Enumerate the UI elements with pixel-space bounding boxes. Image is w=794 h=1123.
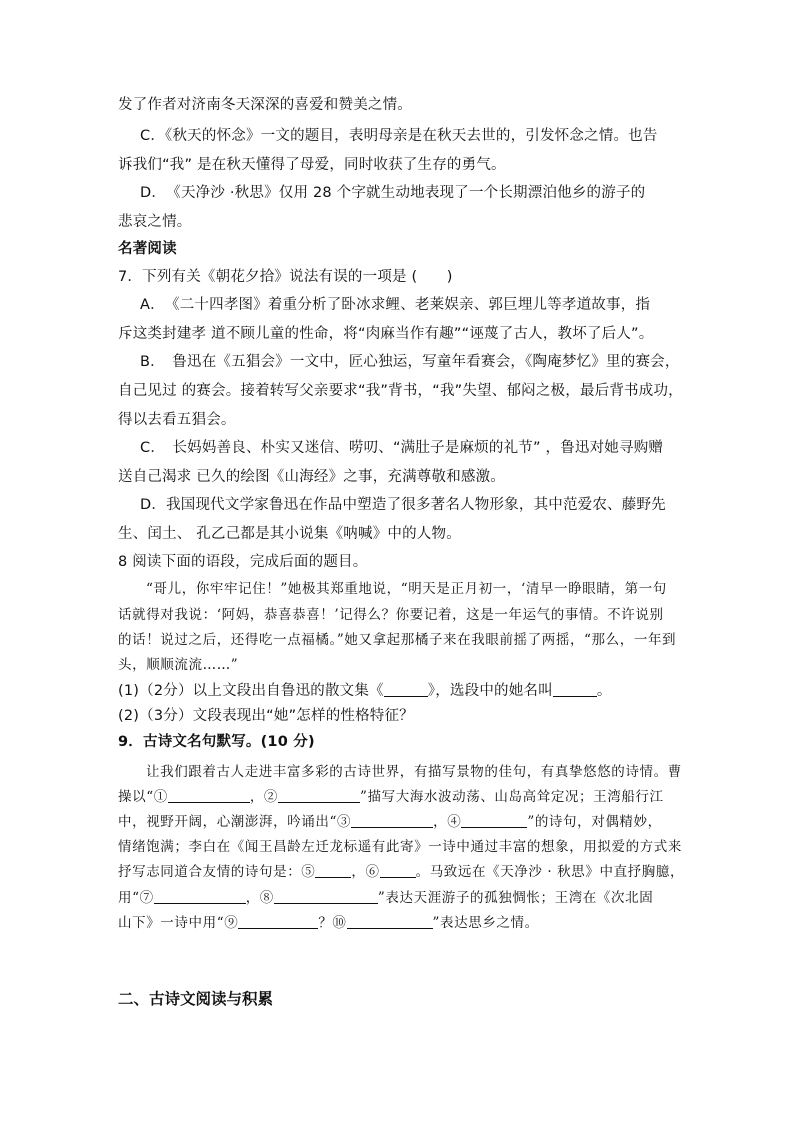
poem-paragraph-line: 情绪饱满；李白在《闻王昌龄左迁龙标遥有此寄》一诗中通过丰富的想象，用拟爱的方式来 [118, 839, 682, 855]
poem-paragraph-line: 让我们跟着古人走进丰富多彩的古诗世界，有描写景物的佳句，有真挚悠悠的诗情。曹 [146, 764, 682, 780]
section-heading: 二、古诗文阅读与积累 [118, 990, 274, 1008]
answer-blank-5[interactable] [315, 863, 351, 878]
option-d-text: D．我国现代文学家鲁迅在作品中塑造了很多著名人物形象，其中范爱农、藤野先 [140, 497, 666, 513]
answer-blank-collection[interactable] [384, 682, 428, 697]
sub1-prefix: (1)（2分）以上文段出自鲁迅的散文集《 [118, 683, 384, 699]
sub1-middle: 》，选段中的她名叫 [427, 683, 553, 699]
text-line: 自己见过 的赛会。接着转写父亲要求“我”背书，“我”失望、郁闷之极，最后背书成功， [118, 383, 683, 399]
poem-paragraph-line: 抒写志同道合友情的诗句是：⑤ ，⑥ 。马致远在《天净沙 · 秋思》中直抒胸臆， [118, 864, 685, 880]
answer-blank-9[interactable] [238, 914, 318, 929]
answer-blank-3[interactable] [351, 813, 433, 828]
question-8-sub1: (1)（2分）以上文段出自鲁迅的散文集《 》，选段中的她名叫 。 [118, 683, 612, 699]
option-c-text: C． 长妈妈善良、朴实又迷信、唠叨、“满肚子是麻烦的礼节” ，鲁迅对她寻购赠 [140, 440, 664, 456]
answer-blank-6[interactable] [380, 863, 416, 878]
option-d-text: D． 《天净沙 ·秋思》仅用 28 个字就生动地表现了一个长期漂泊他乡的游子的 [140, 185, 646, 201]
quote-line: 的话！说过之后，还得吃一点福橘。”她又拿起那橘子来在我眼前摇了两摇，“那么，一年到 [118, 632, 677, 648]
poem-paragraph-line: 操以“① ，② ”描写大海水波动荡、山岛高耸定况；王湾船行江 [118, 789, 664, 805]
question-8: 8 阅读下面的语段，完成后面的题目。 [118, 554, 368, 570]
text-line: 送自己渴求 已久的绘图《山海经》之事，充满尊敬和感激。 [118, 469, 506, 485]
answer-blank-8[interactable] [274, 889, 378, 904]
question-8-sub2: (2)（3分）文段表现出“她”怎样的性格特征？ [118, 708, 414, 724]
answer-blank-7[interactable] [154, 889, 246, 904]
text-line: 发了作者对济南冬天深深的喜爱和赞美之情。 [118, 97, 412, 113]
option-c-text: C．《秋天的怀念》一文的题目，表明母亲是在秋天去世的，引发怀念之情。也告 [140, 128, 658, 144]
poem-paragraph-line: 山下》一诗中用“⑨ ？⑩ ”表达思乡之情。 [118, 915, 539, 931]
poem-paragraph-line: 用“⑦ ，⑧ ”表达天涯游子的孤独惆怅；王湾在《次北固 [118, 890, 654, 906]
answer-blank-name[interactable] [553, 682, 597, 697]
text-line: 生、闰土、 孔乙己都是其小说集《呐喊》中的人物。 [118, 526, 461, 542]
quote-line: 话就得对我说：‘阿妈，恭喜恭喜！’记得么？你要记着，这是一年运气的事情。不许说别 [118, 607, 664, 623]
heading-classic-reading: 名著阅读 [118, 241, 177, 257]
answer-blank-4[interactable] [461, 813, 527, 828]
quote-line: 头，顺顺流流……” [118, 657, 239, 673]
answer-blank-10[interactable] [347, 914, 433, 929]
text-line: 斥这类封建孝 道不顾儿童的性命，将“肉麻当作有趣”“诬蔑了古人，教坏了后人”。 [118, 326, 654, 342]
text-line: 得以去看五猖会。 [118, 412, 236, 428]
text-line: 诉我们“我” 是在秋天懂得了母爱，同时收获了生存的勇气。 [118, 157, 506, 173]
option-b-text: B． 鲁迅在《五猖会》一文中，匠心独运，写童年看赛会，《陶庵梦忆》里的赛会， [140, 354, 680, 370]
answer-blank-2[interactable] [278, 788, 360, 803]
question-9-title: 9．古诗文名句默写。(10 分) [118, 734, 315, 750]
question-7: 7．下列有关《朝花夕拾》说法有误的一项是 ( ) [118, 269, 453, 285]
answer-blank-1[interactable] [168, 788, 250, 803]
quote-line: “哥儿，你牢牢记住！”她极其郑重地说，“明天是正月初一，‘清早一睁眼睛，第一句 [146, 581, 667, 597]
text-line: 悲哀之情。 [118, 214, 192, 230]
option-a-text: A． 《二十四孝图》着重分析了卧冰求鲤、老莱娱亲、郭巨埋儿等孝道故事，指 [140, 297, 651, 313]
poem-paragraph-line: 中，视野开阔，心潮澎湃，吟诵出“③ ，④ ”的诗句，对偶精妙， [118, 814, 662, 830]
